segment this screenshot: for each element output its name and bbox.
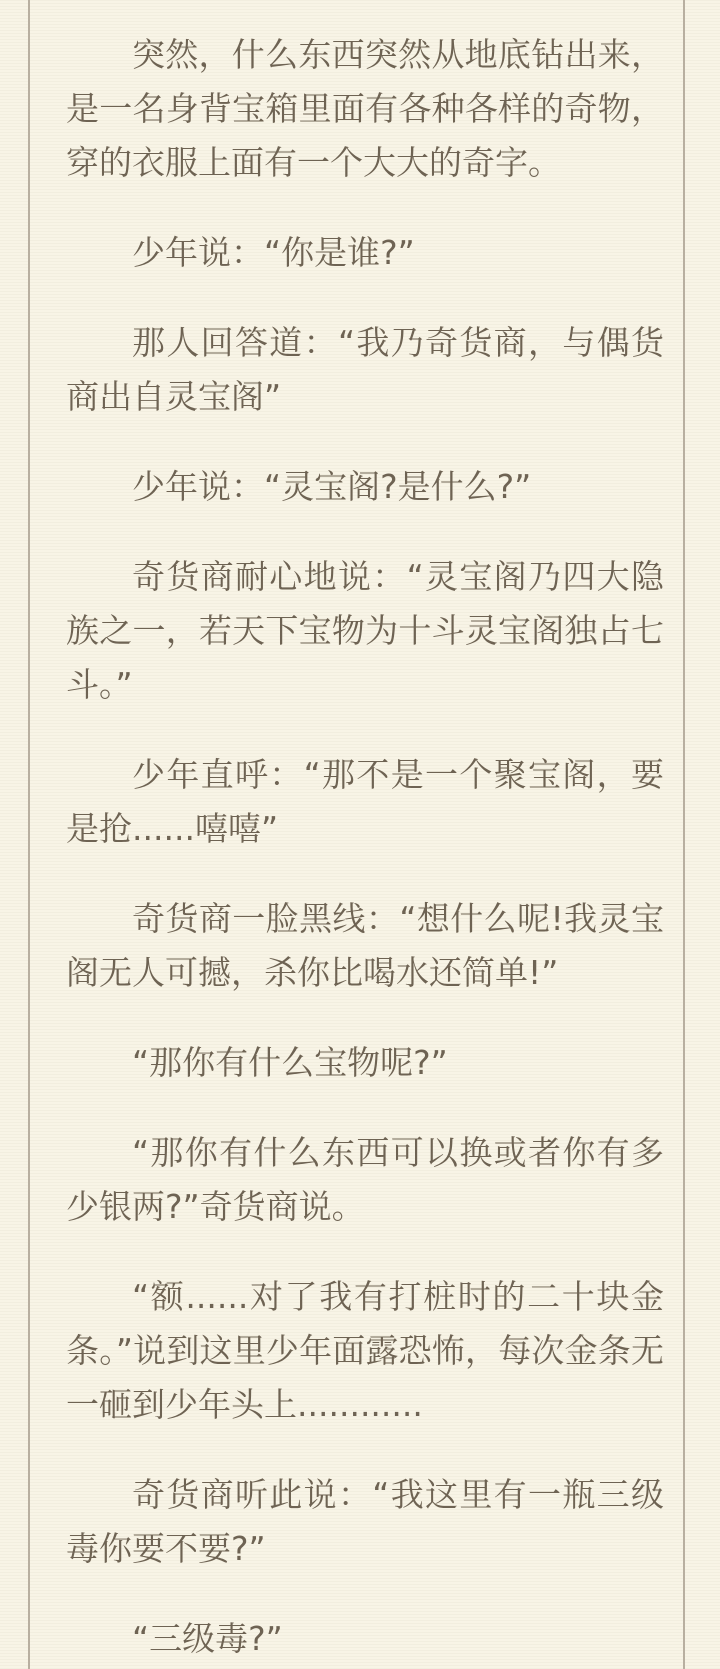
paragraph: 少年说：“灵宝阁?是什么?” bbox=[132, 467, 532, 506]
page-left-edge-line bbox=[28, 0, 30, 1669]
paragraph: 奇货商听此说：“我这里有一瓶三级毒你要不要?” bbox=[66, 1475, 664, 1568]
page-right-edge-line bbox=[683, 0, 685, 1669]
paragraph: 那人回答道：“我乃奇货商，与偶货商出自灵宝阁” bbox=[66, 323, 664, 416]
paragraph: “额......对了我有打桩时的二十块金条。”说到这里少年面露恐怖，每次金条无一砸到少年头上............ bbox=[66, 1277, 664, 1424]
paragraph: 少年说：“你是谁?” bbox=[132, 233, 415, 272]
paragraph: “三级毒?” bbox=[132, 1619, 283, 1658]
novel-text-area[interactable] bbox=[66, 28, 664, 1666]
paragraph: 少年直呼：“那不是一个聚宝阁，要是抢......嘻嘻” bbox=[66, 755, 664, 848]
paragraph: 突然，什么东西突然从地底钻出来，是一名身背宝箱里面有各种各样的奇物，穿的衣服上面有一个大大的奇字。 bbox=[66, 35, 664, 182]
paragraph: “那你有什么东西可以换或者你有多少银两?”奇货商说。 bbox=[66, 1133, 664, 1226]
paragraph: “那你有什么宝物呢?” bbox=[132, 1043, 448, 1082]
paragraph: 奇货商一脸黑线：“想什么呢!我灵宝阁无人可撼，杀你比喝水还简单!” bbox=[66, 899, 664, 992]
paragraph: 奇货商耐心地说：“灵宝阁乃四大隐族之一，若天下宝物为十斗灵宝阁独占七斗。” bbox=[66, 557, 664, 704]
